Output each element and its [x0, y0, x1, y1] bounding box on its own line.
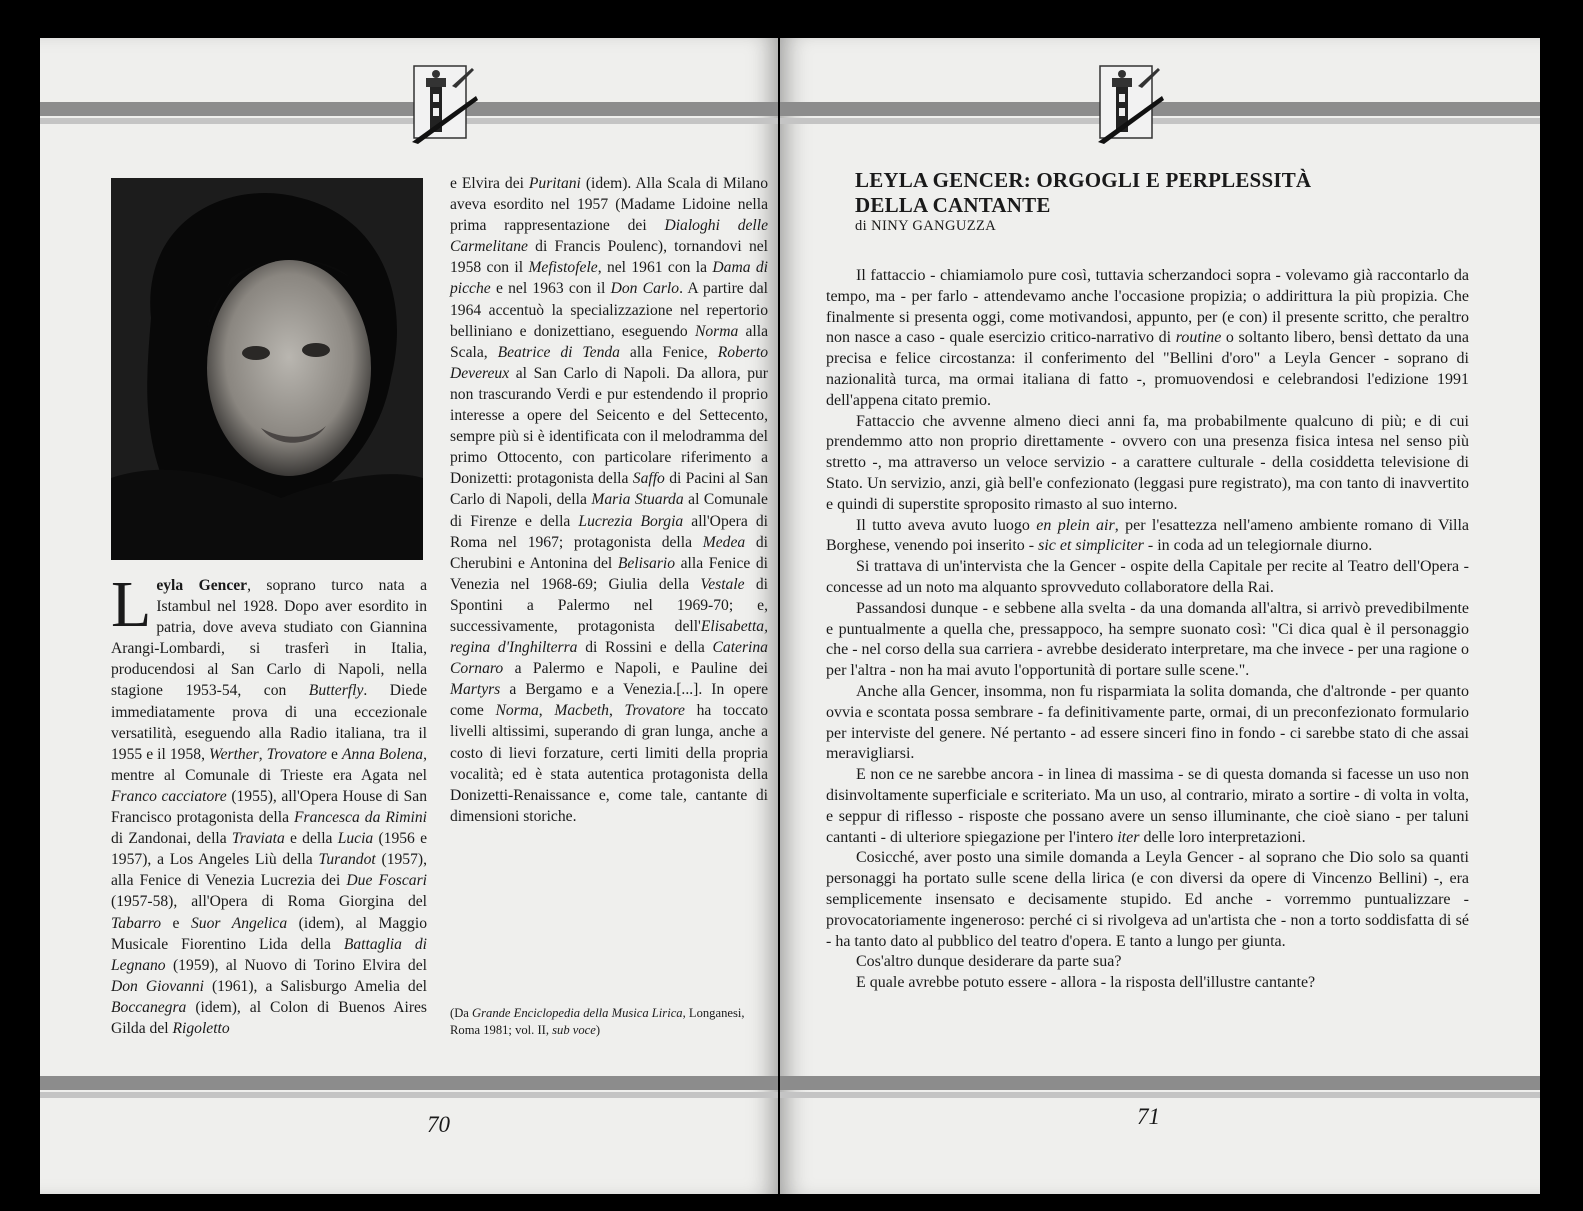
article-paragraph: E quale avrebbe potuto essere - allora - la risposta dell'illustre cantante?: [856, 974, 1316, 992]
article-title: [855, 168, 1311, 218]
article-paragraph: E non ce ne sarebbe ancora - in linea di massima - se di questa domanda si facesse un uso non disinvoltamente superficiale e scriteriato. Ma un uso, al contrario, mirato a sortire - di volta in volta, e seppur di riflesso - risposte che possano avere un senso illuminante, che cioè siano - per taluni cantanti - di ulteriore spiegazione per l'intero iter delle loro interpretazioni.: [826, 766, 1469, 846]
article-paragraph: Passandosi dunque - e sebbene alla svelta - da una domanda all'altra, si arrivò prevedibilmente e puntualmente a quella che, pressappoco, ha sempre suonato così: "Ci dica qual è il personaggio che - nel corso della sua carriera - avrebbe desiderato interpretare, ma che invece - per una ragione o per l'altra - non ha mai avuto l'opportunità di portare sulle scene.".: [826, 599, 1469, 680]
article-paragraph: Si trattava di un'intervista che la Gencer - ospite della Capitale per recite al Teatro dell'Opera - concesse ad un noto ma alquanto sprovveduto collaboratore della Rai.: [826, 558, 1469, 596]
header-band-light: [40, 118, 778, 124]
article-paragraph: Anche alla Gencer, insomma, non fu risparmiata la solita domanda, che d'altronde - per quanto ovvia e scontata possa sembrare - fa definitivamente parte, ormai, di un preconfezionato formulario per interviste del genere. Né pertanto - ad essere sinceri fino in fondo - ci sarebbe stato di che assai meravigliarsi.: [826, 682, 1469, 763]
portrait-photo: [111, 178, 423, 560]
bio-column-1: [111, 568, 428, 1039]
source-credits: (Da Grande Enciclopedia della Musica Lirica, Longanesi, Roma 1981; vol. II, sub voce): [450, 1006, 745, 1037]
article-paragraph: Cos'altro dunque desiderare da parte sua?: [856, 953, 1122, 971]
article-body: [826, 266, 1469, 994]
article-paragraph: Fattaccio che avvenne almeno dieci anni fa, ma probabilmente qualcuno di più; e di cui prendemmo atto non proprio direttamente - ovvero con una presenza fisica intesa nel senso più stretto -, ma attraverso un veloce servizio - a carattere culturale - della cosiddetta televisione di Stato. Un servizio, anzi, già bell'e confezionato (leggasi pure registrato), ma con tanto di inavvertito e quindi di superstite sproposito rimasto al suo interno.: [826, 412, 1469, 513]
theatre-emblem-icon: [1098, 64, 1168, 144]
bio-text: eyla Gencer, soprano turco nata a Istambul nel 1928. Dopo aver esordito in patria, dove aveva studiato con Giannina Arangi-Lombardi, si trasferì in Italia, producendosi al San Carlo di Napoli, nella stagione 1953-54, con Butterfly. Diede immediatamente prova di una eccezionale versatilità, eseguendo alla Radio italiana, tra il 1955 e il 1958, Werther, Trovatore e Anna Bolena, mentre al Comunale di Trieste era Agata nel Franco cacciatore (1955), all'Opera House di San Francisco protagonista della Francesca da Rimini di Zandonai, della Traviata e della Lucia (1956 e 1957), a Los Angeles Liù della Turandot (1957), alla Fenice di Venezia Lucrezia dei Due Foscari (1957-58), all'Opera di Roma Giorgina del Tabarro e Suor Angelica (idem), al Maggio Musicale Fiorentino Lida della Battaglia di Legnano (1959), al Nuovo di Torino Elvira del Don Giovanni (1961), a Salisburgo Amelia del Boccanegra (idem), al Colon di Buenos Aires Gilda del Rigoletto: [111, 577, 428, 1037]
article-paragraph: Cosicché, aver posto una simile domanda a Leyla Gencer - al soprano che Dio solo sa quanti personaggi ha portato sulle scene della lirica (e con diversi da opere di Vincenzo Bellini) -, era semplicemente insensato e decisamente stupido. Ed anche - vorremmo puntualizzare - provocatoriamente ingeneroso: perché ci si rivolgeva ad un'artista che - non a torto soddisfatta di sé - ha tanto dato al pubblico del teatro d'opera. E tanto a lungo per giunta.: [826, 849, 1469, 950]
footer-band: [780, 1076, 1540, 1090]
footer-band-light: [40, 1092, 778, 1098]
bio-text-continued: e Elvira dei Puritani (idem). Alla Scala di Milano aveva esordito nel 1957 (Madame Lidoine nella prima rappresentazione dei Dialoghi delle Carmelitane di Francis Poulenc), tornandovi nel 1958 con il Mefistofele, nel 1961 con la Dama di picche e nel 1963 con il Don Carlo. A partire dal 1964 accentuò la specializzazione nel repertorio belliniano e donizettiano, eseguendo Norma alla Scala, Beatrice di Tenda alla Fenice, Roberto Devereux al San Carlo di Napoli. Da allora, pur non trascurando Verdi e pur estendendo il proprio interesse a opere del Seicento e del Settecento, sempre più si è identificata con il melodramma del primo Ottocento, con particolare riferimento a Donizetti: protagonista della Saffo di Pacini al San Carlo di Napoli, della Maria Stuarda al Comunale di Firenze e della Lucrezia Borgia all'Opera di Roma nel 1967; protagonista della Medea di Cherubini e Antonina del Belisario alla Fenice di Venezia nel 1968-69; Giulia della Vestale di Spontini a Palermo nel 1969-70; e, successivamente, protagonista dell'Elisabetta, regina d'Inghilterra di Rossini e della Caterina Cornaro a Palermo e Napoli, e Pauline dei Martyrs a Bergamo e a Venezia.[...]. In opere come Norma, Macbeth, Trovatore ha toccato livelli altissimi, superando di gran lunga, anche a costo di lievi forzature, certi limiti della propria vocalità; ed è stata autentica protagonista della Donizetti-Renaissance e, come tale, cantante di dimensioni storiche.: [450, 175, 769, 825]
dropcap: L: [111, 568, 152, 641]
article-title-line-2: DELLA CANTANTE: [855, 193, 1051, 217]
left-page: [40, 38, 778, 1194]
header-band: [40, 102, 778, 116]
footer-band: [40, 1076, 778, 1090]
article-byline: di NINY GANGUZZA: [855, 218, 997, 234]
article-paragraph: Il tutto aveva avuto luogo en plein air, per l'esattezza nell'ameno ambiente romano di Villa Borghese, venendo poi inserito - sic et simpliciter - in coda ad un telegiornale diurno.: [826, 516, 1470, 555]
article-paragraph: Il fattaccio - chiamiamolo pure così, tuttavia scherzandoci sopra - volevamo già raccontarlo da tempo, ma - per farlo - attendevamo anche l'occasione propizia; o addirittura la più propizia. Che finalmente si presenta oggi, come motivandosi, appunto, per (e con) il presente scritto, che peraltro non nasce a caso - quale esercizio critico-narrativo di routine o soltanto libero, bensì dettato da una precisa e felice circostanza: il conferimento del "Bellini d'oro" a Leyla Gencer - soprano di nazionalità turca, ma ormai italiana di fatto -, promuovendosi e celebrandosi l'edizione 1991 dell'appena citato premio.: [826, 267, 1470, 409]
bio-column-2: [450, 173, 768, 827]
article-title-line-1: LEYLA GENCER: ORGOGLI E PERPLESSITÀ: [855, 168, 1312, 192]
theatre-emblem-icon: [412, 64, 482, 144]
footer-band-light: [780, 1092, 1540, 1098]
page-number: 70: [427, 1112, 450, 1137]
page-number: 71: [1137, 1104, 1160, 1129]
right-page: [780, 38, 1540, 1194]
